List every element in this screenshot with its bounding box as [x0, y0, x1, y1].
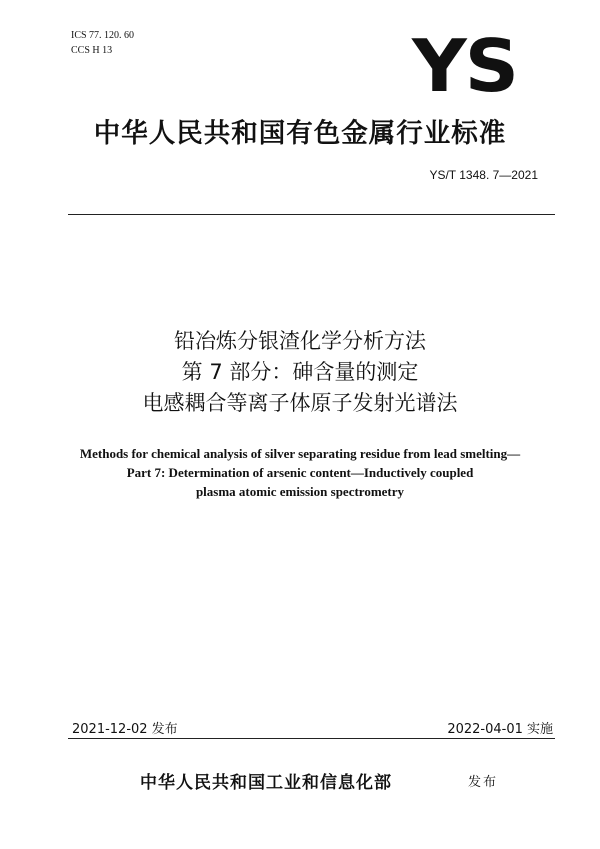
chinese-title-line-2: 第 7 部分：砷含量的测定 [181, 360, 419, 384]
issue-date: 2021-12-02 发布 [72, 722, 178, 737]
implementation-date: 2022-04-01 实施 [447, 722, 553, 737]
classification-codes [71, 28, 134, 58]
ys-logo: YS [412, 24, 517, 108]
english-title [0, 444, 600, 501]
footer-divider [68, 738, 555, 739]
standard-name: 中华人民共和国有色金属行业标准 [93, 118, 507, 149]
standard-number: YS/T 1348. 7—2021 [429, 168, 538, 182]
issuing-authority: 中华人民共和国工业和信息化部 [140, 773, 392, 793]
ics-code: ICS 77. 120. 60 [71, 30, 135, 41]
english-title-line-1: Methods for chemical analysis of silver separating residue from lead smelting— [79, 446, 521, 461]
english-title-line-3: plasma atomic emission spectrometry [195, 484, 405, 499]
english-title-line-2: Part 7: Determination of arsenic content—Inductively coupled [126, 465, 474, 480]
header-divider [68, 214, 555, 215]
issue-label: 发布 [468, 775, 499, 790]
chinese-title [0, 326, 600, 419]
chinese-title-line-3: 电感耦合等离子体原子发射光谱法 [142, 391, 458, 415]
chinese-title-line-1: 铅冶炼分银渣化学分析方法 [174, 329, 426, 353]
ccs-code: CCS H 13 [71, 45, 113, 56]
